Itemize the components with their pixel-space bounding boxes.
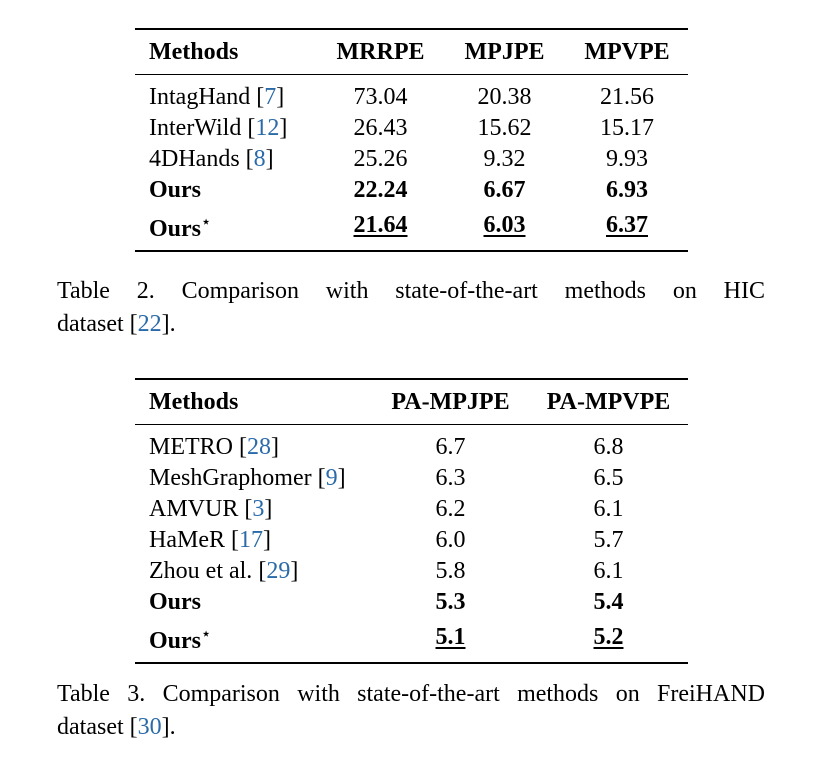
method-name: HaMeR	[149, 527, 225, 553]
value-cell: 6.1	[593, 558, 624, 584]
column-header-methods: Methods	[149, 388, 239, 415]
value-cell: 15.62	[477, 115, 532, 141]
value-cell-best: 6.67	[483, 177, 526, 203]
table-3-caption	[57, 678, 765, 744]
table-row	[135, 425, 688, 464]
value-cell-underlined: 5.1	[435, 624, 466, 650]
table-row	[135, 463, 688, 494]
value-cell-underlined: 6.03	[483, 212, 526, 238]
caption-line: dataset [22].	[57, 311, 176, 337]
value-cell: 6.5	[593, 465, 624, 491]
method-cell: AMVUR [3]	[149, 496, 273, 522]
value-cell: 6.8	[593, 434, 624, 460]
citation-link[interactable]: 17	[238, 527, 263, 553]
citation-link[interactable]: 29	[266, 558, 291, 584]
value-cell: 6.1	[593, 496, 624, 522]
method-cell: Zhou et al. [29]	[149, 558, 299, 584]
value-cell-underlined: 6.37	[606, 212, 648, 238]
method-name: 4DHands	[149, 146, 240, 172]
table-row	[135, 525, 688, 556]
value-cell: 6.0	[435, 527, 466, 553]
method-cell: 4DHands [8]	[149, 146, 274, 172]
value-cell-best: 6.93	[606, 177, 648, 203]
method-cell	[135, 206, 318, 251]
method-cell: InterWild [12]	[149, 115, 288, 141]
method-cell	[135, 618, 372, 663]
method-name: IntagHand	[149, 84, 251, 110]
value-cell-underlined: 5.2	[593, 624, 624, 650]
method-name: Ours	[149, 216, 202, 242]
star-mark: ⋆	[202, 626, 211, 641]
column-header-pa-mpvpe: PA-MPVPE	[546, 388, 671, 415]
table-row-ours	[135, 175, 688, 206]
citation-link[interactable]: 7	[264, 84, 277, 110]
table-row	[135, 494, 688, 525]
caption-line: Table 3. Comparison with state-of-the-art methods on FreiHAND	[57, 681, 765, 707]
method-cell: IntagHand [7]	[149, 84, 285, 110]
value-cell: 9.93	[606, 146, 648, 172]
value-cell: 5.7	[593, 527, 624, 553]
table-2	[135, 28, 688, 252]
method-name: AMVUR	[149, 496, 239, 522]
citation-link[interactable]: 3	[252, 496, 265, 522]
table-3	[135, 378, 688, 664]
method-cell: METRO [28]	[149, 434, 279, 460]
value-cell: 6.7	[435, 434, 466, 460]
value-cell: 21.56	[600, 84, 654, 110]
table-2-caption	[57, 275, 765, 341]
value-cell: 9.32	[483, 146, 526, 172]
value-cell: 5.8	[435, 558, 466, 584]
value-cell: 15.17	[600, 115, 654, 141]
caption-line: dataset [30].	[57, 714, 176, 740]
method-name: Ours	[149, 628, 202, 654]
table-row	[135, 144, 688, 175]
column-header-mpvpe: MPVPE	[584, 38, 670, 65]
citation-link[interactable]: 28	[247, 434, 271, 460]
table-row	[135, 75, 688, 114]
value-cell: 20.38	[477, 84, 532, 110]
value-cell: 26.43	[353, 115, 408, 141]
value-cell: 25.26	[353, 146, 408, 172]
method-name: Zhou et al.	[149, 558, 253, 584]
table-row-ours-star	[135, 618, 688, 663]
citation-link[interactable]: 9	[325, 465, 338, 491]
value-cell: 73.04	[353, 84, 408, 110]
citation-link[interactable]: 22	[137, 311, 162, 337]
method-name: InterWild	[149, 115, 242, 141]
table-row	[135, 113, 688, 144]
value-cell-best: 5.4	[593, 589, 624, 615]
table-row	[135, 556, 688, 587]
citation-link[interactable]: 12	[255, 115, 280, 141]
citation-link[interactable]: 30	[137, 714, 162, 740]
column-header-mrrpe: MRRPE	[336, 38, 425, 65]
star-mark: ⋆	[202, 214, 211, 229]
column-header-pa-mpjpe: PA-MPJPE	[391, 388, 510, 415]
column-header-mpjpe: MPJPE	[464, 38, 545, 65]
table-header-row	[135, 379, 688, 425]
value-cell-best: 5.3	[435, 589, 466, 615]
method-cell: MeshGraphomer [9]	[149, 465, 346, 491]
caption-line: Table 2. Comparison with state-of-the-art methods on HIC	[57, 278, 765, 304]
table-row-ours-star	[135, 206, 688, 251]
value-cell: 6.3	[435, 465, 466, 491]
value-cell-underlined: 21.64	[353, 212, 408, 238]
method-name: Ours	[149, 177, 202, 203]
method-name: MeshGraphomer	[149, 465, 312, 491]
table-row-ours	[135, 587, 688, 618]
value-cell-best: 22.24	[353, 177, 408, 203]
method-name: METRO	[149, 434, 233, 460]
method-name: Ours	[149, 589, 202, 615]
column-header-methods: Methods	[149, 38, 239, 65]
method-cell: HaMeR [17]	[149, 527, 271, 553]
table-header-row	[135, 29, 688, 75]
value-cell: 6.2	[435, 496, 466, 522]
citation-link[interactable]: 8	[253, 146, 266, 172]
